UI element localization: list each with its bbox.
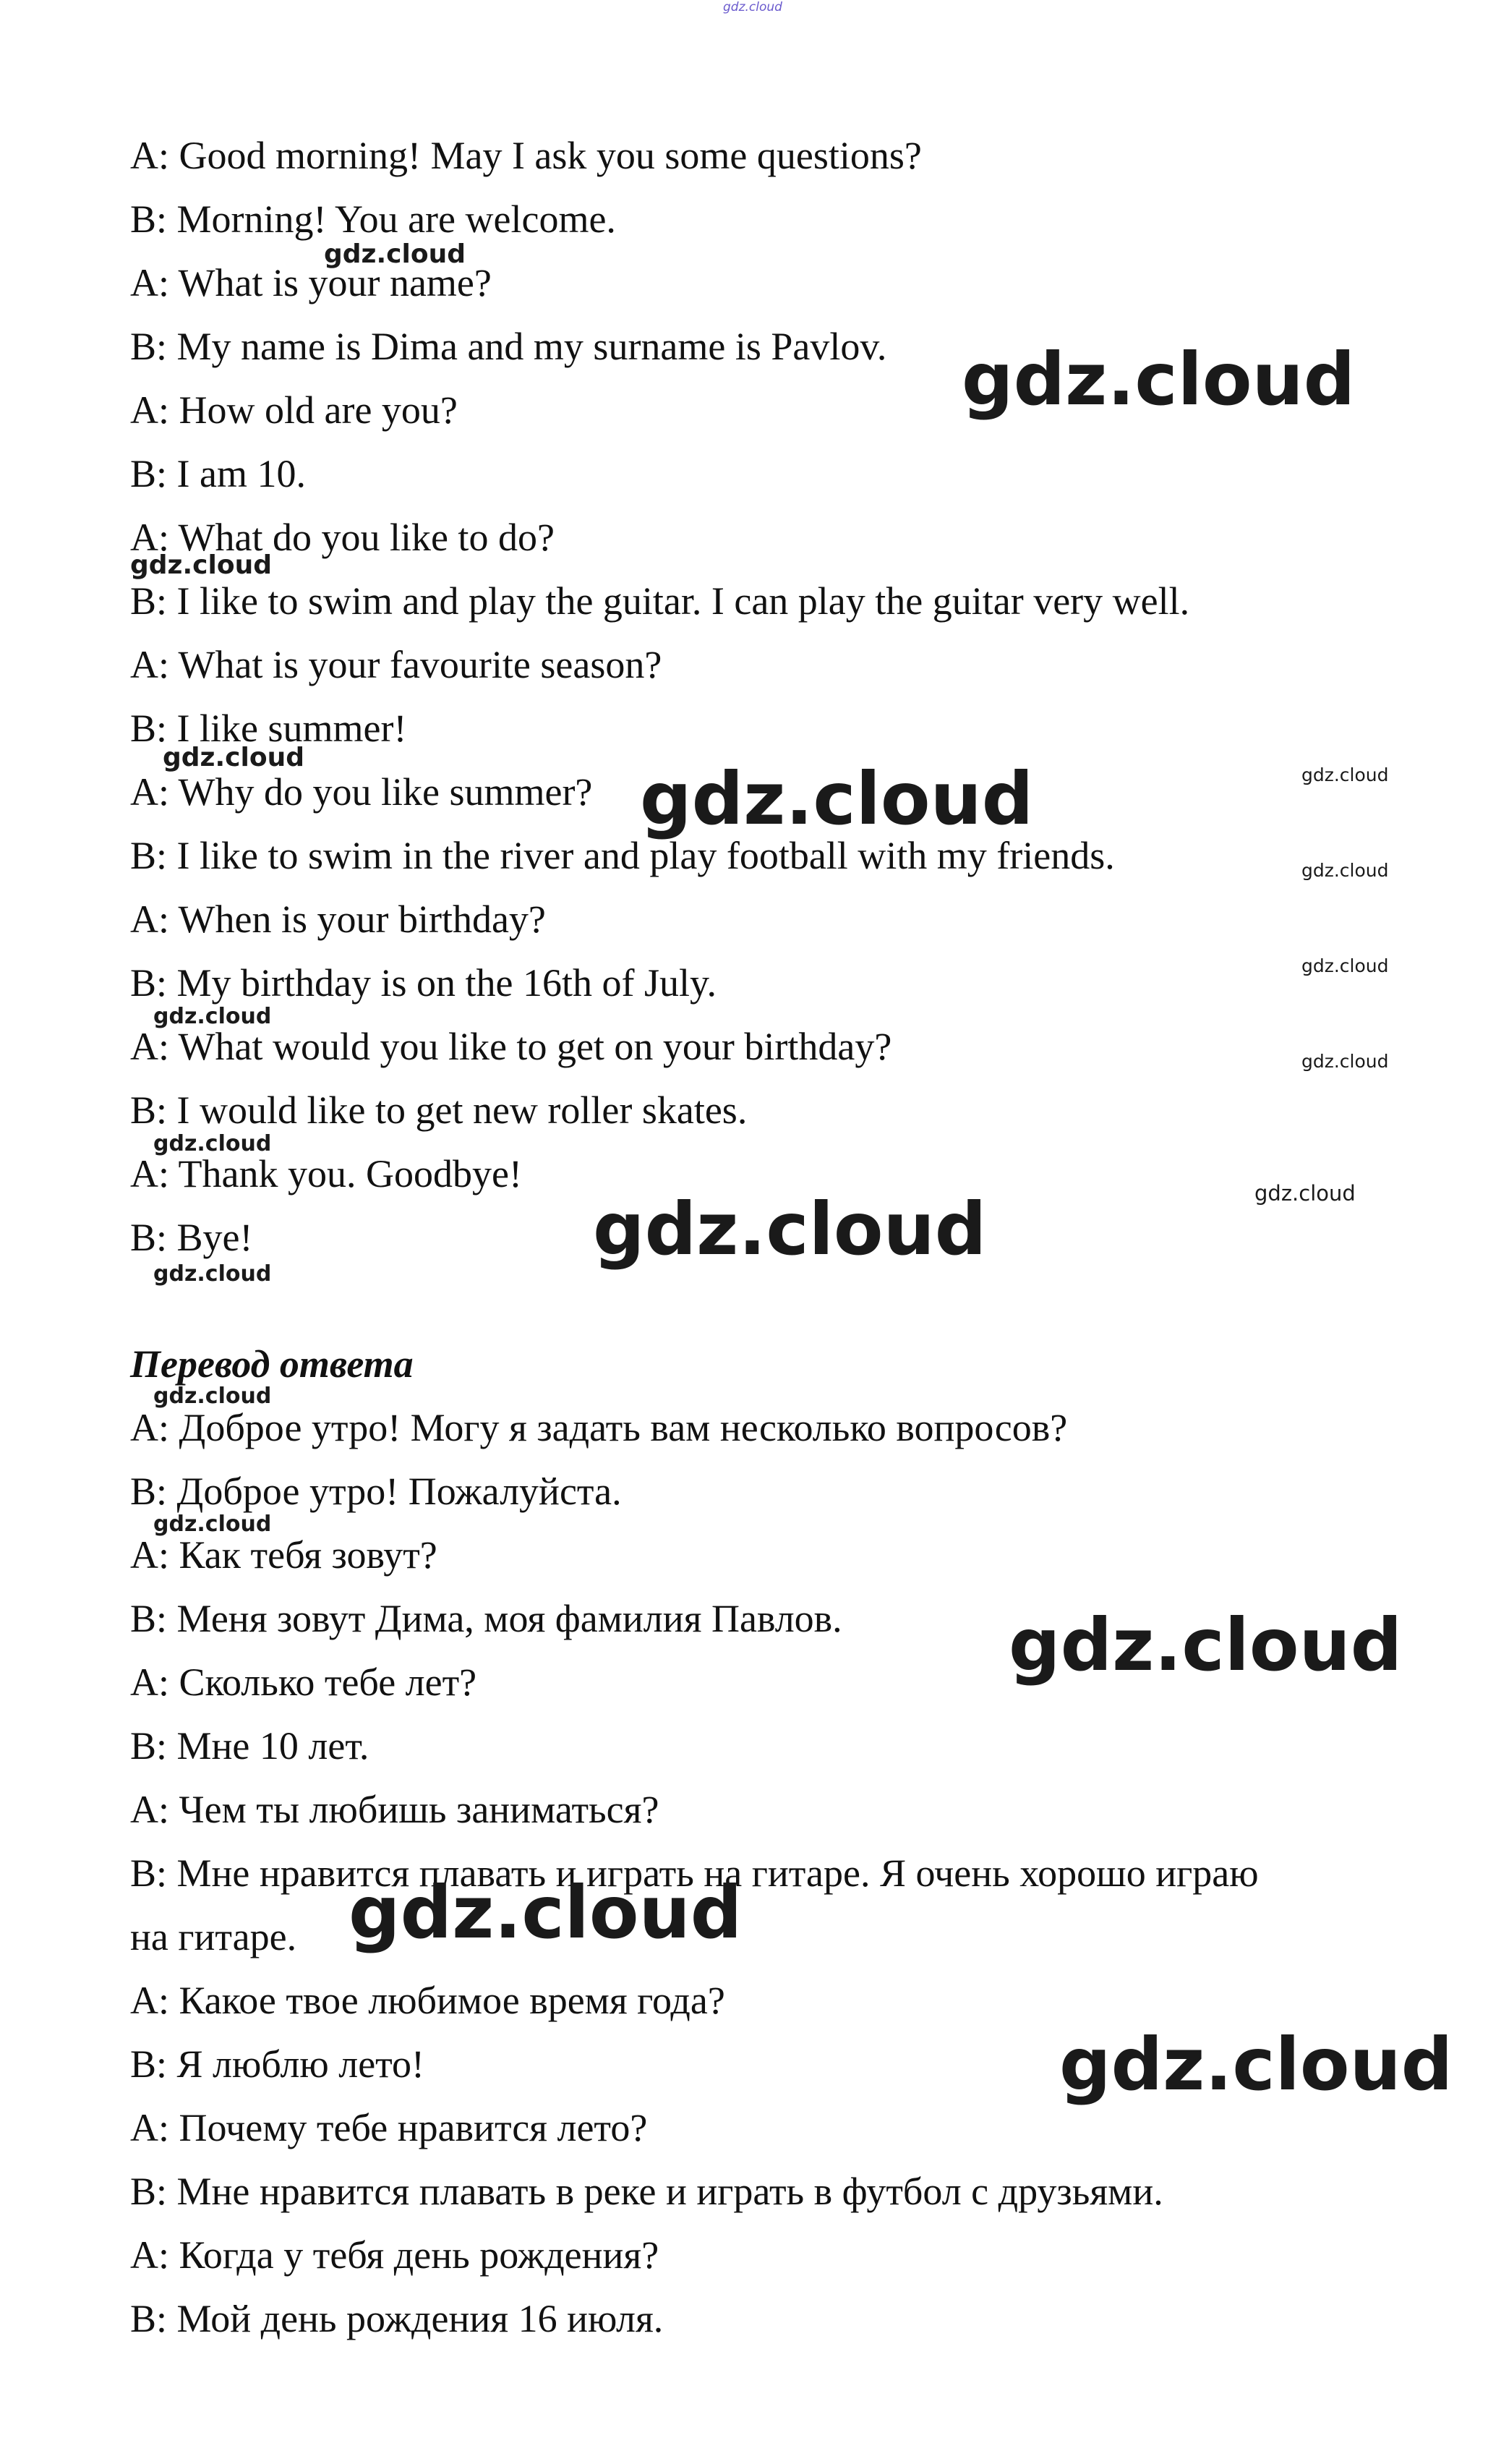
dialogue-line: B: My birthday is on the 16th of July. <box>130 961 717 1005</box>
watermark: gdz.cloud <box>153 1131 272 1156</box>
dialogue-line: B: I am 10. <box>130 452 306 495</box>
watermark: gdz.cloud <box>1301 1051 1389 1072</box>
dialogue-line: A: Thank you. Goodbye! <box>130 1152 522 1195</box>
watermark: gdz.cloud <box>640 756 1034 841</box>
dialogue-line: B: Morning! You are welcome. <box>130 197 616 241</box>
watermark: gdz.cloud <box>1009 1603 1403 1687</box>
watermark: gdz.cloud <box>324 239 466 269</box>
watermark: gdz.cloud <box>163 743 304 772</box>
dialogue-line: А: Как тебя зовут? <box>130 1533 437 1577</box>
dialogue-line: A: Why do you like summer? <box>130 770 593 814</box>
dialogue-line: В: Я люблю лето! <box>130 2042 425 2086</box>
dialogue-line: B: I like to swim and play the guitar. I can play the guitar very well. <box>130 579 1190 623</box>
translation-heading: Перевод ответа <box>130 1342 414 1386</box>
dialogue-line: А: Доброе утро! Могу я задать вам несколько вопросов? <box>130 1406 1068 1449</box>
watermark: gdz.cloud <box>153 1384 272 1409</box>
watermark: gdz.cloud <box>130 550 272 580</box>
watermark: gdz.cloud <box>1301 955 1389 976</box>
dialogue-line: В: Мне 10 лет. <box>130 1724 369 1768</box>
dialogue-line: A: How old are you? <box>130 388 458 432</box>
dialogue-line: А: Чем ты любишь заниматься? <box>130 1788 659 1831</box>
dialogue-line: А: Какое твое любимое время года? <box>130 1979 725 2022</box>
watermark: gdz.cloud <box>349 1870 743 1955</box>
watermark: gdz.cloud <box>962 337 1356 422</box>
watermark: gdz.cloud <box>1254 1181 1356 1206</box>
dialogue-line: B: Bye! <box>130 1216 253 1259</box>
dialogue-line: А: Когда у тебя день рождения? <box>130 2233 659 2277</box>
dialogue-line: В: Мне нравится плавать и играть на гитаре. Я очень хорошо играю <box>130 1851 1259 1895</box>
dialogue-line: B: My name is Dima and my surname is Pavlov. <box>130 325 887 368</box>
dialogue-line: В: Мне нравится плавать в реке и играть в футбол с друзьями. <box>130 2170 1163 2213</box>
dialogue-line: A: When is your birthday? <box>130 898 546 941</box>
dialogue-line: А: Сколько тебе лет? <box>130 1661 477 1704</box>
dialogue-line: на гитаре. <box>130 1915 297 1958</box>
dialogue-line: B: I would like to get new roller skates. <box>130 1088 748 1132</box>
watermark: gdz.cloud <box>593 1187 987 1271</box>
dialogue-line: A: What is your favourite season? <box>130 643 662 686</box>
watermark: gdz.cloud <box>153 1261 272 1287</box>
watermark: gdz.cloud <box>1059 2022 1453 2107</box>
dialogue-line: A: What is your name? <box>130 261 492 304</box>
dialogue-line: B: I like to swim in the river and play football with my friends. <box>130 834 1115 877</box>
dialogue-line: A: What do you like to do? <box>130 516 555 559</box>
watermark: gdz.cloud <box>1301 764 1389 785</box>
dialogue-line: А: Почему тебе нравится лето? <box>130 2106 648 2149</box>
dialogue-line: B: I like summer! <box>130 707 407 750</box>
dialogue-line: A: Good morning! May I ask you some questions? <box>130 134 922 177</box>
watermark-top: gdz.cloud <box>723 0 782 14</box>
dialogue-line: В: Меня зовут Дима, моя фамилия Павлов. <box>130 1597 842 1640</box>
dialogue-line: A: What would you like to get on your birthday? <box>130 1025 892 1068</box>
watermark: gdz.cloud <box>153 1004 272 1029</box>
watermark: gdz.cloud <box>1301 860 1389 881</box>
dialogue-line: В: Доброе утро! Пожалуйста. <box>130 1470 622 1513</box>
dialogue-line: В: Мой день рождения 16 июля. <box>130 2297 664 2340</box>
watermark: gdz.cloud <box>153 1512 272 1537</box>
